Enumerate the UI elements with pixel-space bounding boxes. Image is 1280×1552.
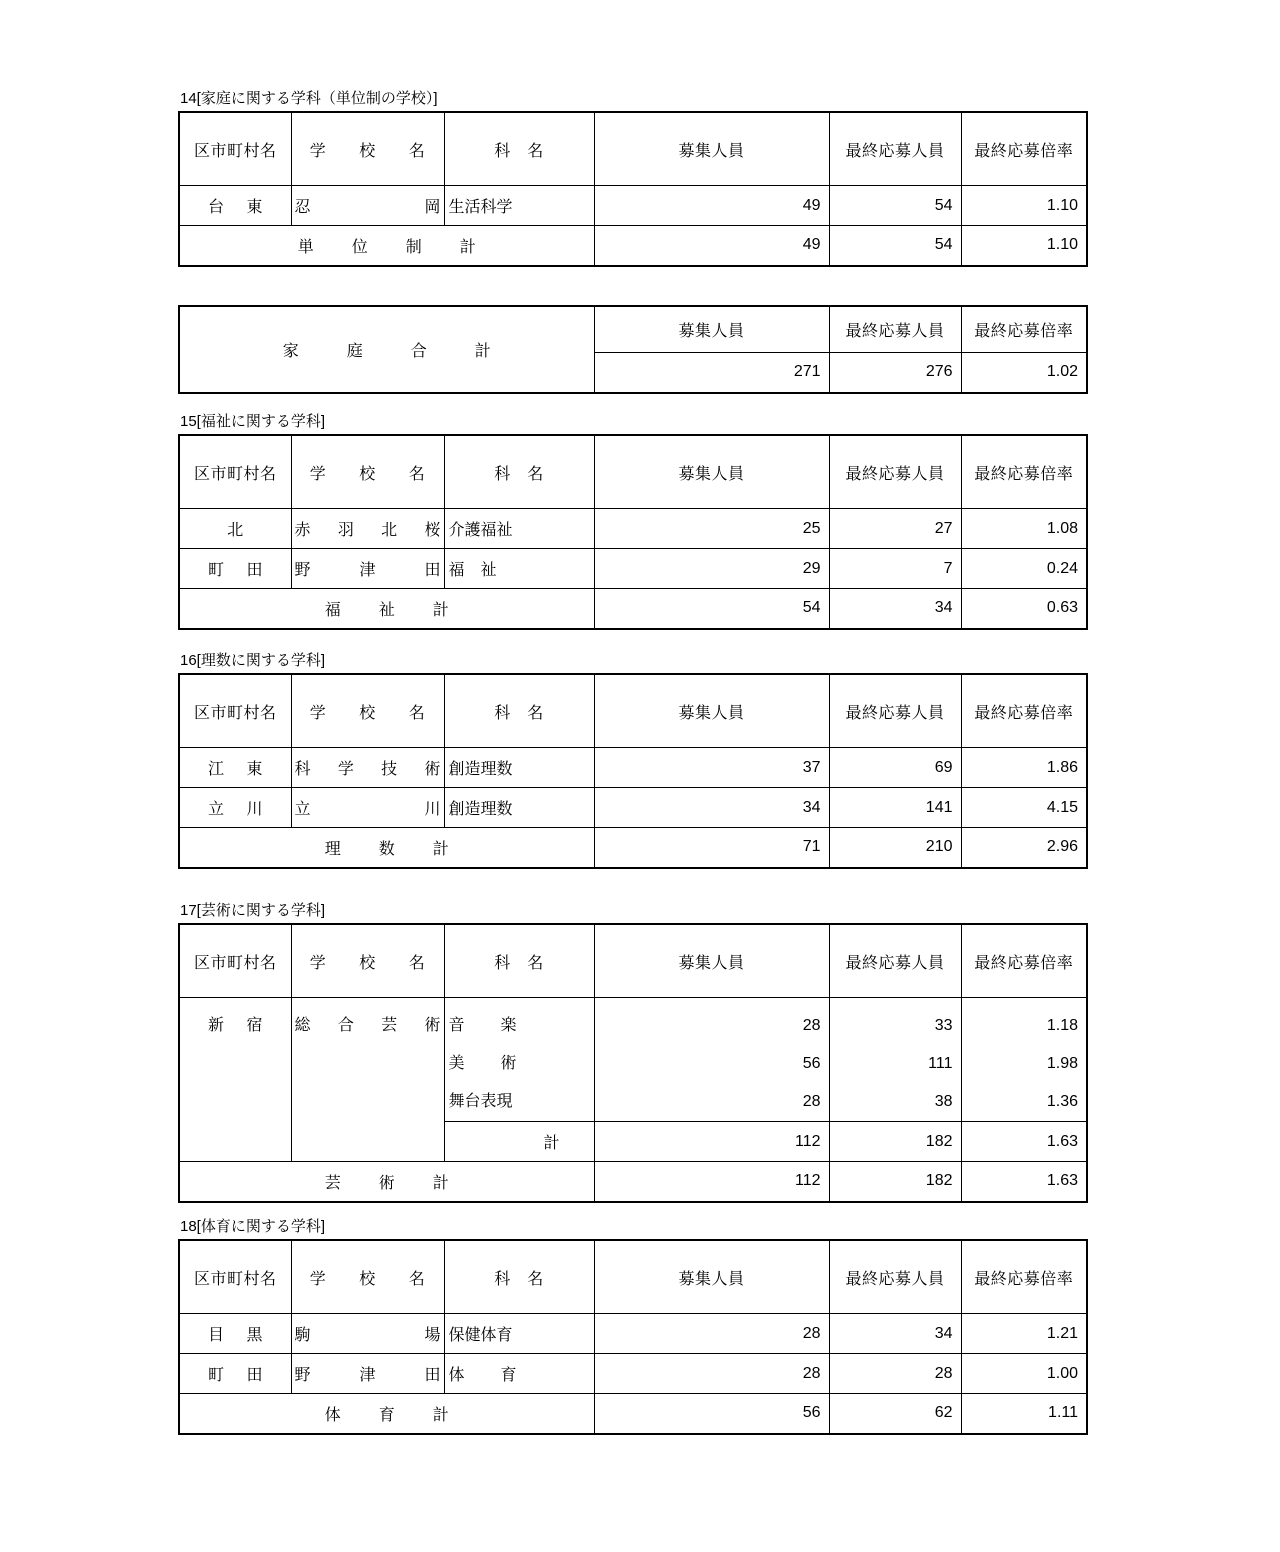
- cell-department: 介護福祉: [444, 509, 594, 549]
- section-15-table: [178, 434, 1088, 630]
- cell-school: 赤 羽 北 桜: [291, 509, 444, 549]
- cell-subtotal-quota: 112: [594, 1122, 829, 1162]
- cell-school: 総 合 芸 術: [291, 998, 444, 1162]
- cell-total-applicants: 210: [829, 828, 961, 868]
- table-total-row: [179, 226, 1087, 266]
- cell-quota: 49: [594, 186, 829, 226]
- cell-ratio: 4.15: [961, 788, 1087, 828]
- quota-value: 28: [802, 1017, 821, 1034]
- col-header-quota: 募集人員: [594, 306, 829, 353]
- table-header-row: [179, 435, 1087, 509]
- cell-total-quota: 71: [594, 828, 829, 868]
- section-16-table: [178, 673, 1088, 869]
- cell-department: 創造理数: [444, 748, 594, 788]
- col-header-school: 学 校 名: [291, 435, 444, 509]
- cell-total-quota: 112: [594, 1162, 829, 1202]
- table-row: [179, 549, 1087, 589]
- col-header-applicants: 最終応募人員: [829, 435, 961, 509]
- cell-total-label: 理 数 計: [179, 828, 594, 868]
- cell-total-ratio: 0.63: [961, 589, 1087, 629]
- section-16: [178, 651, 1088, 869]
- col-header-department: 科 名: [444, 924, 594, 998]
- table-row: [179, 1354, 1087, 1394]
- col-header-ratio: 最終応募倍率: [961, 306, 1087, 353]
- col-header-department: 科 名: [444, 674, 594, 748]
- cell-applicants: 69: [829, 748, 961, 788]
- col-header-applicants: 最終応募人員: [829, 674, 961, 748]
- col-header-applicants: 最終応募人員: [829, 1240, 961, 1314]
- col-header-ratio: 最終応募倍率: [961, 924, 1087, 998]
- cell-total-applicants: 54: [829, 226, 961, 266]
- col-header-quota: 募集人員: [594, 1240, 829, 1314]
- table-header-row: [179, 924, 1087, 998]
- cell-school: 野 津 田: [291, 1354, 444, 1394]
- cell-applicants: 27: [829, 509, 961, 549]
- cell-total-applicants: 34: [829, 589, 961, 629]
- ratio-value: 1.18: [1046, 1017, 1078, 1034]
- cell-quota-list: [594, 998, 829, 1122]
- col-header-quota: 募集人員: [594, 435, 829, 509]
- cell-school: 忍 岡: [291, 186, 444, 226]
- cell-ratio: 1.00: [961, 1354, 1087, 1394]
- cell-applicants: 54: [829, 186, 961, 226]
- section-14: [178, 89, 1088, 267]
- cell-city: 目 黒: [179, 1314, 291, 1354]
- cell-total-ratio: 1.10: [961, 226, 1087, 266]
- table-header-row: [179, 112, 1087, 186]
- cell-ratio: 1.21: [961, 1314, 1087, 1354]
- cell-applicants: 141: [829, 788, 961, 828]
- table-total-row: [179, 1162, 1087, 1202]
- table-header-row: [179, 674, 1087, 748]
- col-header-ratio: 最終応募倍率: [961, 435, 1087, 509]
- cell-subtotal-ratio: 1.63: [961, 1122, 1087, 1162]
- col-header-city: 区市町村名: [179, 924, 291, 998]
- department-name: 美 術: [448, 1055, 527, 1072]
- col-header-quota: 募集人員: [594, 112, 829, 186]
- col-header-city: 区市町村名: [179, 112, 291, 186]
- cell-school: 科 学 技 術: [291, 748, 444, 788]
- cell-ratio: 1.86: [961, 748, 1087, 788]
- col-header-department: 科 名: [444, 435, 594, 509]
- col-header-city: 区市町村名: [179, 674, 291, 748]
- cell-total-label: 福 祉 計: [179, 589, 594, 629]
- cell-quota: 28: [594, 1354, 829, 1394]
- cell-total-quota: 56: [594, 1394, 829, 1434]
- cell-quota: 25: [594, 509, 829, 549]
- col-header-city: 区市町村名: [179, 1240, 291, 1314]
- col-header-school: 学 校 名: [291, 924, 444, 998]
- quota-value: 56: [802, 1055, 821, 1072]
- applicants-value: 111: [928, 1055, 953, 1072]
- section-14-table: [178, 111, 1088, 267]
- col-header-school: 学 校 名: [291, 1240, 444, 1314]
- col-header-department: 科 名: [444, 1240, 594, 1314]
- cell-city: 新 宿: [179, 998, 291, 1162]
- col-header-ratio: 最終応募倍率: [961, 674, 1087, 748]
- col-header-quota: 募集人員: [594, 924, 829, 998]
- kateigokei-table: [178, 305, 1088, 394]
- col-header-quota: 募集人員: [594, 674, 829, 748]
- section-15: [178, 412, 1088, 630]
- cell-total-quota: 54: [594, 589, 829, 629]
- applicants-value: 38: [934, 1093, 953, 1110]
- cell-total-label: 体 育 計: [179, 1394, 594, 1434]
- cell-total-ratio: 1.11: [961, 1394, 1087, 1434]
- col-header-school: 学 校 名: [291, 112, 444, 186]
- section-18-table: [178, 1239, 1088, 1435]
- section-17-title: 17[芸術に関する学科]: [180, 902, 326, 919]
- cell-department-list: [444, 998, 594, 1122]
- cell-applicants-list: [829, 998, 961, 1122]
- applicants-value: 33: [934, 1017, 953, 1034]
- col-header-applicants: 最終応募人員: [829, 924, 961, 998]
- section-17-table: [178, 923, 1088, 1203]
- cell-ratio: 1.10: [961, 186, 1087, 226]
- ratio-value: 1.36: [1046, 1093, 1078, 1110]
- cell-subtotal-applicants: 182: [829, 1122, 961, 1162]
- cell-grandtotal-quota: 271: [594, 353, 829, 393]
- cell-quota: 37: [594, 748, 829, 788]
- col-header-applicants: 最終応募人員: [829, 306, 961, 353]
- cell-city: 北: [179, 509, 291, 549]
- section-14-title: 14[家庭に関する学科（単位制の学校）]: [180, 90, 438, 107]
- section-18: [178, 1217, 1088, 1435]
- cell-school: 駒 場: [291, 1314, 444, 1354]
- cell-ratio: 1.08: [961, 509, 1087, 549]
- table-row: [179, 788, 1087, 828]
- cell-school: 野 津 田: [291, 549, 444, 589]
- cell-subtotal-label: 計: [444, 1122, 594, 1162]
- col-header-department: 科 名: [444, 112, 594, 186]
- cell-applicants: 7: [829, 549, 961, 589]
- cell-total-quota: 49: [594, 226, 829, 266]
- section-16-title: 16[理数に関する学科]: [180, 652, 326, 669]
- table-row: [179, 748, 1087, 788]
- cell-total-label: 単 位 制 計: [179, 226, 594, 266]
- cell-applicants: 28: [829, 1354, 961, 1394]
- cell-total-ratio: 1.63: [961, 1162, 1087, 1202]
- section-15-title: 15[福祉に関する学科]: [180, 413, 326, 430]
- section-kateigokei: [178, 305, 1088, 394]
- cell-grandtotal-applicants: 276: [829, 353, 961, 393]
- ratio-value: 1.98: [1046, 1055, 1078, 1072]
- cell-city: 台 東: [179, 186, 291, 226]
- col-header-city: 区市町村名: [179, 435, 291, 509]
- cell-city: 江 東: [179, 748, 291, 788]
- col-header-school: 学 校 名: [291, 674, 444, 748]
- cell-school: 立 川: [291, 788, 444, 828]
- cell-city: 町 田: [179, 1354, 291, 1394]
- table-total-row: [179, 589, 1087, 629]
- cell-total-applicants: 62: [829, 1394, 961, 1434]
- cell-department: 福 祉: [444, 549, 594, 589]
- cell-ratio: 0.24: [961, 549, 1087, 589]
- cell-city: 立 川: [179, 788, 291, 828]
- department-name: 舞台表現: [448, 1093, 513, 1110]
- cell-total-applicants: 182: [829, 1162, 961, 1202]
- cell-quota: 29: [594, 549, 829, 589]
- grandtotal-header-row: [179, 306, 1087, 353]
- col-header-ratio: 最終応募倍率: [961, 112, 1087, 186]
- table-total-row: [179, 828, 1087, 868]
- cell-department: 体 育: [444, 1354, 594, 1394]
- table-header-row: [179, 1240, 1087, 1314]
- section-18-title: 18[体育に関する学科]: [180, 1218, 326, 1235]
- cell-ratio-list: [961, 998, 1087, 1122]
- table-row: [179, 186, 1087, 226]
- cell-grandtotal-ratio: 1.02: [961, 353, 1087, 393]
- quota-value: 28: [802, 1093, 821, 1110]
- table-row-departments: [179, 998, 1087, 1122]
- cell-department: 生活科学: [444, 186, 594, 226]
- cell-applicants: 34: [829, 1314, 961, 1354]
- department-name: 音 楽: [448, 1017, 527, 1034]
- cell-department: 保健体育: [444, 1314, 594, 1354]
- cell-total-label: 芸 術 計: [179, 1162, 594, 1202]
- cell-quota: 28: [594, 1314, 829, 1354]
- table-row: [179, 1314, 1087, 1354]
- col-header-ratio: 最終応募倍率: [961, 1240, 1087, 1314]
- cell-department: 創造理数: [444, 788, 594, 828]
- cell-total-ratio: 2.96: [961, 828, 1087, 868]
- cell-grandtotal-label: 家 庭 合 計: [179, 306, 594, 393]
- table-row: [179, 509, 1087, 549]
- cell-city: 町 田: [179, 549, 291, 589]
- section-17: [178, 901, 1088, 1203]
- table-total-row: [179, 1394, 1087, 1434]
- col-header-applicants: 最終応募人員: [829, 112, 961, 186]
- cell-quota: 34: [594, 788, 829, 828]
